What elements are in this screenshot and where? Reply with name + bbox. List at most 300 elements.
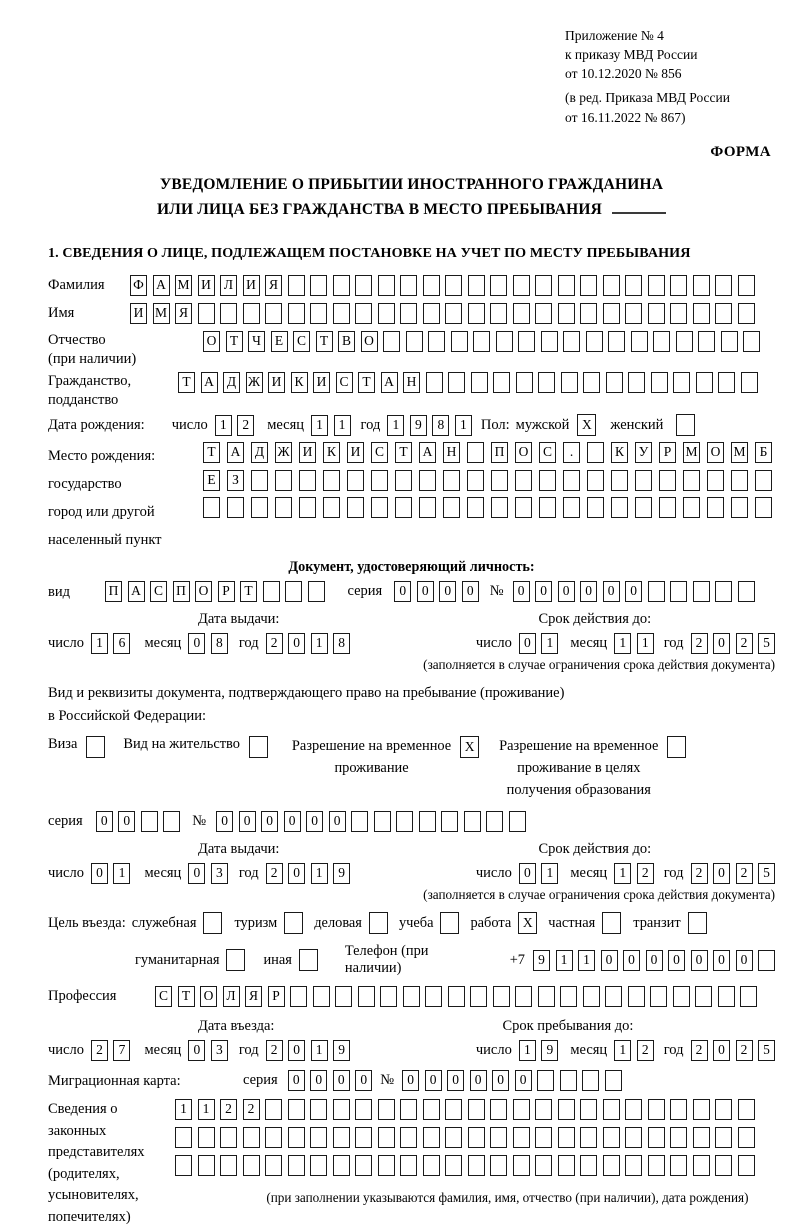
char-cell[interactable]: 0	[239, 811, 256, 832]
char-cell[interactable]	[141, 811, 158, 832]
char-cell[interactable]	[423, 275, 440, 296]
char-cell[interactable]: 0	[601, 950, 618, 971]
char-cell[interactable]: 2	[637, 1040, 654, 1061]
char-cell[interactable]: 0	[470, 1070, 487, 1091]
char-cell[interactable]	[395, 497, 412, 518]
char-cell[interactable]: А	[381, 372, 398, 393]
char-cell[interactable]: С	[155, 986, 172, 1007]
char-cell[interactable]: .	[563, 442, 580, 463]
char-cell[interactable]	[653, 331, 670, 352]
char-cell[interactable]	[251, 470, 268, 491]
char-cell[interactable]: 0	[288, 633, 305, 654]
char-cell[interactable]: И	[313, 372, 330, 393]
char-cell[interactable]	[580, 1127, 597, 1148]
char-cell[interactable]	[310, 1155, 327, 1176]
char-cell[interactable]: О	[361, 331, 378, 352]
char-cell[interactable]	[468, 303, 485, 324]
char-cell[interactable]: 1	[541, 863, 558, 884]
char-cell[interactable]: 0	[188, 863, 205, 884]
char-cell[interactable]	[419, 811, 436, 832]
char-cell[interactable]	[335, 986, 352, 1007]
char-cell[interactable]	[251, 497, 268, 518]
char-cell[interactable]	[445, 303, 462, 324]
char-cell[interactable]	[587, 442, 604, 463]
char-cell[interactable]: 0	[261, 811, 278, 832]
char-cell[interactable]	[625, 1099, 642, 1120]
char-cell[interactable]	[443, 470, 460, 491]
char-cell[interactable]	[539, 470, 556, 491]
char-cell[interactable]	[290, 986, 307, 1007]
char-cell[interactable]	[288, 1155, 305, 1176]
char-cell[interactable]	[383, 331, 400, 352]
char-cell[interactable]: К	[323, 442, 340, 463]
char-cell[interactable]	[513, 1127, 530, 1148]
char-cell[interactable]: 0	[188, 633, 205, 654]
char-cell[interactable]	[718, 986, 735, 1007]
purpose-checkbox-other[interactable]	[299, 949, 318, 971]
char-cell[interactable]	[441, 811, 458, 832]
char-cell[interactable]	[603, 1155, 620, 1176]
char-cell[interactable]	[670, 275, 687, 296]
char-cell[interactable]: А	[201, 372, 218, 393]
char-cell[interactable]	[163, 811, 180, 832]
char-cell[interactable]	[347, 497, 364, 518]
char-cell[interactable]: 3	[211, 1040, 228, 1061]
char-cell[interactable]	[423, 1099, 440, 1120]
char-cell[interactable]	[580, 275, 597, 296]
char-cell[interactable]: Н	[443, 442, 460, 463]
char-cell[interactable]: Е	[203, 470, 220, 491]
char-cell[interactable]	[670, 1127, 687, 1148]
char-cell[interactable]: В	[338, 331, 355, 352]
char-cell[interactable]	[515, 986, 532, 1007]
char-cell[interactable]: К	[291, 372, 308, 393]
char-cell[interactable]	[467, 470, 484, 491]
char-cell[interactable]: П	[491, 442, 508, 463]
char-cell[interactable]: 2	[736, 1040, 753, 1061]
char-cell[interactable]: 1	[556, 950, 573, 971]
char-cell[interactable]	[220, 303, 237, 324]
char-cell[interactable]: Ч	[248, 331, 265, 352]
char-cell[interactable]	[198, 303, 215, 324]
char-cell[interactable]	[486, 811, 503, 832]
char-cell[interactable]	[378, 275, 395, 296]
char-cell[interactable]: 0	[394, 581, 411, 602]
char-cell[interactable]: Т	[240, 581, 257, 602]
char-cell[interactable]	[683, 470, 700, 491]
char-cell[interactable]	[541, 331, 558, 352]
char-cell[interactable]	[380, 986, 397, 1007]
char-cell[interactable]	[299, 470, 316, 491]
char-cell[interactable]: И	[198, 275, 215, 296]
char-cell[interactable]	[513, 1155, 530, 1176]
char-cell[interactable]: Д	[251, 442, 268, 463]
char-cell[interactable]: 0	[91, 863, 108, 884]
purpose-checkbox-business-trip[interactable]	[203, 912, 222, 934]
char-cell[interactable]	[490, 303, 507, 324]
char-cell[interactable]: Т	[226, 331, 243, 352]
char-cell[interactable]	[400, 1127, 417, 1148]
char-cell[interactable]	[310, 275, 327, 296]
char-cell[interactable]: 1	[175, 1099, 192, 1120]
char-cell[interactable]	[683, 497, 700, 518]
char-cell[interactable]	[406, 331, 423, 352]
char-cell[interactable]	[605, 1070, 622, 1091]
char-cell[interactable]	[558, 1127, 575, 1148]
char-cell[interactable]	[310, 1099, 327, 1120]
purpose-checkbox-tourism[interactable]	[284, 912, 303, 934]
char-cell[interactable]	[490, 1099, 507, 1120]
char-cell[interactable]	[443, 497, 460, 518]
char-cell[interactable]	[696, 372, 713, 393]
char-cell[interactable]: 1	[311, 415, 328, 436]
char-cell[interactable]	[355, 1099, 372, 1120]
char-cell[interactable]: С	[336, 372, 353, 393]
char-cell[interactable]	[243, 1127, 260, 1148]
char-cell[interactable]	[563, 331, 580, 352]
char-cell[interactable]	[378, 303, 395, 324]
char-cell[interactable]	[513, 1099, 530, 1120]
char-cell[interactable]	[419, 470, 436, 491]
char-cell[interactable]	[603, 1099, 620, 1120]
char-cell[interactable]: Т	[358, 372, 375, 393]
char-cell[interactable]: 0	[402, 1070, 419, 1091]
char-cell[interactable]	[396, 811, 413, 832]
purpose-checkbox-work[interactable]: X	[518, 912, 537, 934]
char-cell[interactable]: И	[130, 303, 147, 324]
char-cell[interactable]	[648, 303, 665, 324]
char-cell[interactable]	[473, 331, 490, 352]
char-cell[interactable]: 0	[288, 863, 305, 884]
char-cell[interactable]	[491, 470, 508, 491]
char-cell[interactable]	[558, 1155, 575, 1176]
char-cell[interactable]	[470, 986, 487, 1007]
char-cell[interactable]	[198, 1127, 215, 1148]
char-cell[interactable]	[715, 1155, 732, 1176]
char-cell[interactable]	[693, 581, 710, 602]
char-cell[interactable]	[347, 470, 364, 491]
char-cell[interactable]: О	[203, 331, 220, 352]
char-cell[interactable]: 0	[625, 581, 642, 602]
char-cell[interactable]	[355, 1127, 372, 1148]
char-cell[interactable]	[558, 1099, 575, 1120]
char-cell[interactable]	[583, 372, 600, 393]
char-cell[interactable]	[445, 1127, 462, 1148]
char-cell[interactable]: 8	[432, 415, 449, 436]
visa-checkbox[interactable]	[86, 736, 105, 758]
char-cell[interactable]	[587, 497, 604, 518]
char-cell[interactable]: 9	[333, 1040, 350, 1061]
char-cell[interactable]	[323, 470, 340, 491]
char-cell[interactable]: 0	[188, 1040, 205, 1061]
char-cell[interactable]	[740, 986, 757, 1007]
char-cell[interactable]: А	[153, 275, 170, 296]
char-cell[interactable]	[445, 1155, 462, 1176]
char-cell[interactable]: 0	[288, 1040, 305, 1061]
char-cell[interactable]	[445, 1099, 462, 1120]
char-cell[interactable]: 0	[603, 581, 620, 602]
char-cell[interactable]: 9	[333, 863, 350, 884]
char-cell[interactable]: Л	[223, 986, 240, 1007]
char-cell[interactable]: 2	[266, 863, 283, 884]
char-cell[interactable]	[467, 442, 484, 463]
char-cell[interactable]	[695, 986, 712, 1007]
char-cell[interactable]	[673, 986, 690, 1007]
char-cell[interactable]: 1	[334, 415, 351, 436]
char-cell[interactable]: 0	[713, 863, 730, 884]
char-cell[interactable]	[490, 1155, 507, 1176]
purpose-checkbox-private[interactable]	[602, 912, 621, 934]
char-cell[interactable]	[333, 303, 350, 324]
char-cell[interactable]	[563, 497, 580, 518]
char-cell[interactable]	[738, 1155, 755, 1176]
char-cell[interactable]: 8	[211, 633, 228, 654]
char-cell[interactable]	[448, 372, 465, 393]
residence-permit-checkbox[interactable]	[249, 736, 268, 758]
char-cell[interactable]	[493, 372, 510, 393]
char-cell[interactable]	[606, 372, 623, 393]
char-cell[interactable]: 2	[736, 863, 753, 884]
char-cell[interactable]	[220, 1155, 237, 1176]
char-cell[interactable]	[603, 303, 620, 324]
char-cell[interactable]: Ж	[275, 442, 292, 463]
char-cell[interactable]: 2	[637, 863, 654, 884]
char-cell[interactable]: 1	[311, 863, 328, 884]
char-cell[interactable]	[299, 497, 316, 518]
char-cell[interactable]	[738, 1127, 755, 1148]
char-cell[interactable]	[425, 986, 442, 1007]
char-cell[interactable]: 0	[519, 633, 536, 654]
char-cell[interactable]	[175, 1127, 192, 1148]
char-cell[interactable]	[651, 372, 668, 393]
char-cell[interactable]: М	[683, 442, 700, 463]
char-cell[interactable]: 2	[243, 1099, 260, 1120]
char-cell[interactable]: 0	[417, 581, 434, 602]
char-cell[interactable]	[693, 1099, 710, 1120]
char-cell[interactable]: 3	[211, 863, 228, 884]
char-cell[interactable]	[355, 1155, 372, 1176]
char-cell[interactable]: 1	[311, 1040, 328, 1061]
char-cell[interactable]	[203, 497, 220, 518]
char-cell[interactable]	[535, 1155, 552, 1176]
char-cell[interactable]	[648, 275, 665, 296]
char-cell[interactable]	[509, 811, 526, 832]
char-cell[interactable]: 2	[691, 863, 708, 884]
char-cell[interactable]: З	[227, 470, 244, 491]
gender-female-checkbox[interactable]	[676, 414, 695, 436]
char-cell[interactable]	[288, 303, 305, 324]
char-cell[interactable]	[659, 470, 676, 491]
char-cell[interactable]: Т	[178, 986, 195, 1007]
char-cell[interactable]	[650, 986, 667, 1007]
char-cell[interactable]: Ж	[246, 372, 263, 393]
char-cell[interactable]: И	[299, 442, 316, 463]
char-cell[interactable]	[535, 303, 552, 324]
char-cell[interactable]: 0	[462, 581, 479, 602]
char-cell[interactable]: 0	[439, 581, 456, 602]
char-cell[interactable]	[755, 497, 772, 518]
char-cell[interactable]	[605, 986, 622, 1007]
char-cell[interactable]	[693, 303, 710, 324]
char-cell[interactable]: 0	[447, 1070, 464, 1091]
char-cell[interactable]: 1	[614, 1040, 631, 1061]
char-cell[interactable]	[468, 1127, 485, 1148]
char-cell[interactable]	[648, 1155, 665, 1176]
char-cell[interactable]	[288, 1127, 305, 1148]
char-cell[interactable]	[243, 303, 260, 324]
char-cell[interactable]: 0	[216, 811, 233, 832]
char-cell[interactable]: О	[515, 442, 532, 463]
char-cell[interactable]: 0	[515, 1070, 532, 1091]
char-cell[interactable]	[448, 986, 465, 1007]
char-cell[interactable]	[561, 372, 578, 393]
char-cell[interactable]	[378, 1099, 395, 1120]
char-cell[interactable]: 0	[535, 581, 552, 602]
char-cell[interactable]	[648, 581, 665, 602]
char-cell[interactable]: С	[150, 581, 167, 602]
char-cell[interactable]	[333, 1099, 350, 1120]
char-cell[interactable]	[468, 1155, 485, 1176]
char-cell[interactable]: М	[731, 442, 748, 463]
char-cell[interactable]: Ф	[130, 275, 147, 296]
purpose-checkbox-business[interactable]	[369, 912, 388, 934]
temp-residence-checkbox[interactable]: X	[460, 736, 479, 758]
char-cell[interactable]	[580, 1099, 597, 1120]
char-cell[interactable]	[490, 1127, 507, 1148]
char-cell[interactable]	[603, 275, 620, 296]
char-cell[interactable]: 8	[333, 633, 350, 654]
char-cell[interactable]	[275, 470, 292, 491]
char-cell[interactable]	[741, 372, 758, 393]
char-cell[interactable]	[423, 1155, 440, 1176]
char-cell[interactable]	[355, 275, 372, 296]
char-cell[interactable]	[445, 275, 462, 296]
char-cell[interactable]	[310, 1127, 327, 1148]
char-cell[interactable]	[628, 986, 645, 1007]
char-cell[interactable]: 0	[333, 1070, 350, 1091]
gender-male-checkbox[interactable]: X	[577, 414, 596, 436]
char-cell[interactable]	[374, 811, 391, 832]
char-cell[interactable]: Л	[220, 275, 237, 296]
char-cell[interactable]: 0	[329, 811, 346, 832]
char-cell[interactable]	[715, 303, 732, 324]
char-cell[interactable]	[535, 1127, 552, 1148]
char-cell[interactable]: 9	[410, 415, 427, 436]
char-cell[interactable]	[738, 1099, 755, 1120]
char-cell[interactable]	[586, 331, 603, 352]
char-cell[interactable]	[220, 1127, 237, 1148]
char-cell[interactable]: 0	[284, 811, 301, 832]
char-cell[interactable]: 5	[758, 633, 775, 654]
char-cell[interactable]	[516, 372, 533, 393]
char-cell[interactable]: 0	[306, 811, 323, 832]
char-cell[interactable]: 2	[266, 633, 283, 654]
char-cell[interactable]	[582, 1070, 599, 1091]
char-cell[interactable]	[611, 470, 628, 491]
char-cell[interactable]	[731, 470, 748, 491]
char-cell[interactable]	[738, 275, 755, 296]
char-cell[interactable]	[731, 497, 748, 518]
char-cell[interactable]	[580, 303, 597, 324]
char-cell[interactable]	[707, 497, 724, 518]
char-cell[interactable]	[310, 303, 327, 324]
char-cell[interactable]: 2	[691, 1040, 708, 1061]
char-cell[interactable]	[715, 581, 732, 602]
char-cell[interactable]	[670, 303, 687, 324]
char-cell[interactable]	[587, 470, 604, 491]
char-cell[interactable]: 6	[113, 633, 130, 654]
char-cell[interactable]	[539, 497, 556, 518]
char-cell[interactable]	[464, 811, 481, 832]
char-cell[interactable]: Р	[218, 581, 235, 602]
char-cell[interactable]: И	[347, 442, 364, 463]
char-cell[interactable]	[496, 331, 513, 352]
char-cell[interactable]: О	[200, 986, 217, 1007]
char-cell[interactable]	[308, 581, 325, 602]
char-cell[interactable]	[358, 986, 375, 1007]
char-cell[interactable]: П	[173, 581, 190, 602]
char-cell[interactable]: 1	[311, 633, 328, 654]
char-cell[interactable]	[558, 303, 575, 324]
char-cell[interactable]	[560, 1070, 577, 1091]
char-cell[interactable]	[515, 497, 532, 518]
char-cell[interactable]	[351, 811, 368, 832]
char-cell[interactable]	[580, 1155, 597, 1176]
char-cell[interactable]: М	[153, 303, 170, 324]
char-cell[interactable]	[537, 1070, 554, 1091]
char-cell[interactable]: 1	[198, 1099, 215, 1120]
char-cell[interactable]: 1	[614, 633, 631, 654]
char-cell[interactable]: 1	[387, 415, 404, 436]
char-cell[interactable]: 1	[519, 1040, 536, 1061]
char-cell[interactable]: Н	[403, 372, 420, 393]
char-cell[interactable]	[693, 1155, 710, 1176]
char-cell[interactable]	[355, 303, 372, 324]
char-cell[interactable]	[715, 1127, 732, 1148]
char-cell[interactable]	[648, 1127, 665, 1148]
char-cell[interactable]	[265, 1099, 282, 1120]
char-cell[interactable]	[560, 986, 577, 1007]
char-cell[interactable]: С	[371, 442, 388, 463]
char-cell[interactable]	[758, 950, 775, 971]
char-cell[interactable]	[611, 497, 628, 518]
char-cell[interactable]	[400, 1099, 417, 1120]
char-cell[interactable]	[635, 497, 652, 518]
char-cell[interactable]	[648, 1099, 665, 1120]
char-cell[interactable]	[608, 331, 625, 352]
char-cell[interactable]	[468, 1099, 485, 1120]
char-cell[interactable]: 0	[713, 950, 730, 971]
char-cell[interactable]: 1	[455, 415, 472, 436]
char-cell[interactable]: 0	[646, 950, 663, 971]
char-cell[interactable]: Я	[265, 275, 282, 296]
char-cell[interactable]: Я	[245, 986, 262, 1007]
char-cell[interactable]: 1	[215, 415, 232, 436]
char-cell[interactable]: Т	[178, 372, 195, 393]
char-cell[interactable]	[698, 331, 715, 352]
char-cell[interactable]	[635, 470, 652, 491]
char-cell[interactable]	[625, 275, 642, 296]
char-cell[interactable]: 0	[691, 950, 708, 971]
char-cell[interactable]	[631, 331, 648, 352]
char-cell[interactable]: 1	[113, 863, 130, 884]
char-cell[interactable]: С	[293, 331, 310, 352]
char-cell[interactable]	[715, 275, 732, 296]
char-cell[interactable]	[333, 1127, 350, 1148]
char-cell[interactable]	[738, 581, 755, 602]
char-cell[interactable]	[583, 986, 600, 1007]
char-cell[interactable]	[670, 581, 687, 602]
